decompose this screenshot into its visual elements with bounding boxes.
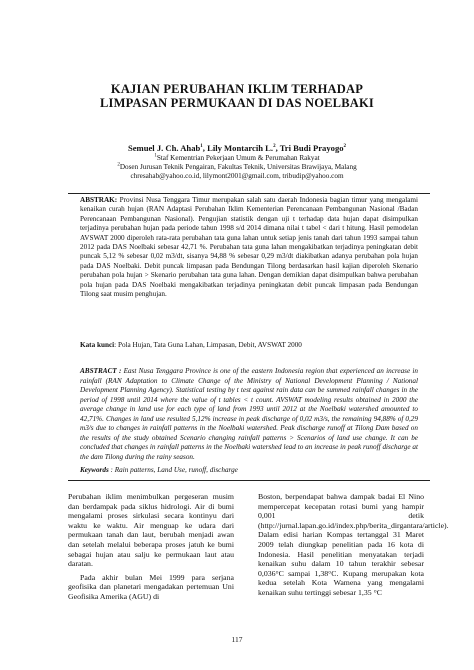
author-emails: chresahab@yahoo.co.id, lilymont2001@gmail.com, tribudip@yahoo.com (130, 172, 344, 180)
kata-kunci-block (80, 341, 418, 350)
title-line-1: KAJIAN PERUBAHAN IKLIM TERHADAP (110, 82, 364, 96)
body-column-right (258, 492, 449, 598)
affiliation-1: $^1$Staf Kementrian Pekerjaan Umum & Perumahan Rakyat (154, 153, 320, 162)
author-separator: , (202, 143, 208, 153)
author-3-affil-mark: 2 (343, 144, 347, 150)
author-list (0, 143, 474, 153)
body-paragraph: Pada akhir bulan Mei 1999 para serjana geofisika dan planetari mengadakan pertemuan Uni Geofisika Amerika (AGU) di (68, 572, 234, 601)
keywords-block (80, 466, 418, 475)
abstract-text: East Nusa Tenggara Province is one of the eastern Indonesia region that experienced an increase in rainfall (RAN Adaptation to Climate Change of the Ministry of National Development Planning / National Development Planning Agency). Statistical testing by t test against rain data can be summed rainfall changes in the period of 1998 until 2014 where the value of t tables < t count. AVSWAT modeling results obtained in 2000 the average change in land use for each type of land from 1993 until 2012 at the Noelbaki watershed amounted to 42,71%. Changes in land use resulted 5,12% increase in peak discharge of 0,02 m3/s, the remaining 94,88% of 0,29 m3/s due to changes in rainfall patterns in the Noelbaki watershed. Peak discharge runoff at Tilong Dam based on the results of the study obtained Scenario changing rainfall patterns > Scenarios of land use change. It can be concluded that changes in rainfall patterns in the Noelbaki watershed lead to an increase in peak runoff discharge at the dam Tilong during the rainy season. (80, 367, 418, 461)
title-line-2: LIMPASAN PERMUKAAN DI DAS NOELBAKI (100, 96, 374, 110)
kata-kunci-label: Kata kunci (80, 341, 115, 349)
abstrak-block (80, 196, 418, 299)
page-number: 117 (231, 635, 243, 644)
abstrak-label: ABSTRAK: (80, 196, 118, 204)
author-2: Lily Montarcih L. (207, 143, 274, 153)
keywords-text: : Rain patterns, Land Use, runoff, discharge (108, 466, 238, 474)
paper-title (0, 82, 474, 110)
author-3: Tri Budi Prayogo (279, 143, 344, 153)
divider (68, 193, 430, 194)
affiliations (0, 154, 474, 181)
affiliation-2: $^2$Dosen Jurusan Teknik Pengairan, Fakultas Teknik, Universitas Brawijaya, Malang (117, 162, 357, 171)
author-separator: , (275, 143, 280, 153)
divider (68, 480, 430, 481)
body-column-left (68, 492, 234, 602)
author-1: Semuel J. Ch. Ahab (127, 143, 201, 153)
abstrak-text: Provinsi Nusa Tenggara Timur merupakan salah satu daerah Indonesia bagian timur yang mengalami kenaikan curah hujan (RAN Adaptasi Perubahan Iklim Kementerian Perencanaan Pembangunan Nasional /Badan Perencanaan Pembangunan Nasional). Pengujian statistik dengan uji t terhadap data hujan dapat disimpulkan terjadinya perubahan hujan pada periode tahun 1998 s/d 2014 dimana nilai t tabel < dari t hitung. Hasil pemodelan AVSWAT 2000 diperoleh rata-rata perubahan tata guna lahan untuk setiap jenis tanah dari tahun 1993 sampai tahun 2012 pada DAS Noelbaki sebesar 42,71 %. Perubahan tata guna lahan mengakibatkan terjadinya peningkatan debit puncak 5,12 % sebesar 0,02 m3/dt, sisanya 94,88 % sebesar 0,29 m3/dt diakibatkan adanya perubahan pola hujan pada DAS Noelbaki. Debit puncak limpasan pada Bendungan Tilong berdasarkan hasil kajian diperoleh Skenario perubahan pola hujan > Skenario perubahan tata guna lahan. Dengan demikian dapat disimpulkan bahwa perubahan pola hujan pada DAS Noelbaki mengakibatkan terjadinya peningkatan debit puncak limpasan pada Bendungan Tilong saat musim penghujan. (80, 196, 418, 299)
author-1-affil-mark: 1 (200, 144, 203, 150)
body-paragraph: Boston, berpendapat bahwa dampak badai El Nino mempercepat kecepatan rotasi bumi yang hampir 0,001 detik (http://jurnal.lapan.go.id/index.php/berita_dirgantara/article). Dalam edisi harian Kompas tertanggal 31 Maret 2009 telah diungkap penelitian pada 16 kota di Indonesia. Hasil penelitian menyatakan terjadi kenaikan suhu dalam 10 tahun terakhir sebesar 0,036°C sampai 1,38°C. Kupang merupakan kota kedua setelah Kota Wamena yang mengalami kenaikan suhu tertinggi sebesar 1,35 °C (258, 492, 449, 597)
keywords-label: Keywords (80, 466, 109, 474)
author-2-affil-mark: 2 (273, 144, 276, 150)
body-paragraph: Perubahan iklim menimbulkan pergeseran musim dan berdampak pada siklus hidrologi. Air di bumi mengalami proses sirkulasi secara kontinyu dari waktu ke waktu. Air menguap ke udara dari permukaan tanah dan laut, berubah menjadi awan dan setelah melalui beberapa proses jatuh ke bumi sebagai hujan atau salju ke permukaan laut atau daratan. (68, 492, 234, 569)
kata-kunci-text: : Pola Hujan, Tata Guna Lahan, Limpasan, Debit, AVSWAT 2000 (114, 341, 302, 349)
abstract-block (80, 367, 418, 462)
abstract-label: ABSTRACT : (80, 367, 122, 375)
